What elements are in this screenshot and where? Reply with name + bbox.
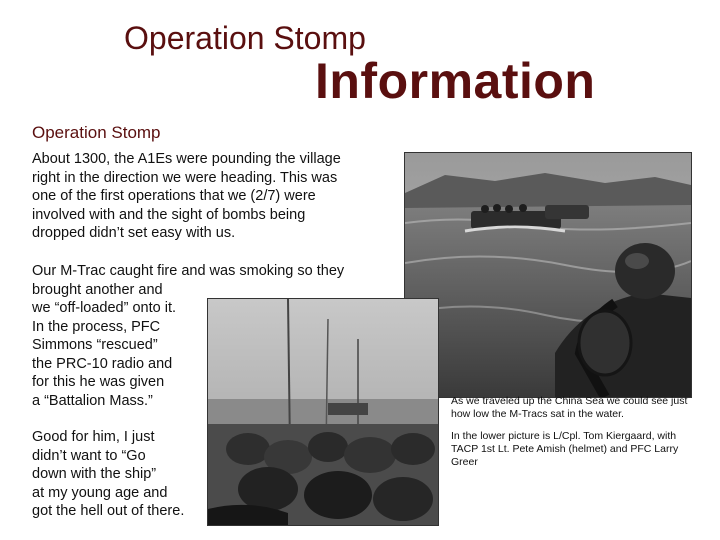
- paragraph-3: [32, 428, 232, 521]
- paragraph-1-line: right in the direction we were heading. This was: [32, 169, 338, 186]
- paragraph-1-line: one of the first operations that we (2/7) were: [32, 188, 316, 204]
- section-heading: Operation Stomp: [32, 123, 161, 142]
- caption-bottom-photo: In the lower picture is L/Cpl. Tom Kiergaard, with TACP 1st Lt. Pete Amish (helmet) and PFC Larry Greer: [451, 430, 679, 468]
- paragraph-2-line: In the process, PFC: [32, 318, 161, 335]
- title-line1: Operation Stomp: [124, 20, 366, 56]
- paragraph-1-line: About 1300, the A1Es were pounding the village: [32, 151, 341, 167]
- paragraph-3-line: didn’t want to “Go: [32, 447, 146, 464]
- paragraph-2-line: brought another and: [32, 281, 163, 298]
- title-line2: Information: [315, 53, 596, 109]
- paragraph-2-line: Our M-Trac caught fire and was smoking so they: [32, 263, 345, 279]
- paragraph-1: [32, 150, 392, 243]
- paragraph-2-line: a “Battalion Mass.”: [32, 392, 153, 409]
- paragraph-3-line: got the hell out of there.: [32, 503, 185, 519]
- paragraph-1-line: dropped didn’t set easy with us.: [32, 225, 236, 241]
- photo-soldiers-mtrac: [207, 298, 439, 526]
- paragraph-1-line: involved with and the sight of bombs being: [32, 206, 306, 223]
- paragraph-2-line: the PRC-10 radio and: [32, 355, 173, 372]
- paragraph-2-line: for this he was given: [32, 374, 165, 390]
- paragraph-3-line: at my young age and: [32, 484, 168, 501]
- caption-top-photo: As we traveled up the China Sea we could see just how low the M-Tracs sat in the water.: [451, 395, 688, 420]
- paragraph-2-line: we “off-loaded” onto it.: [32, 300, 177, 316]
- paragraph-3-line: Good for him, I just: [32, 429, 155, 445]
- paragraph-2-line: Simmons “rescued”: [32, 337, 158, 353]
- photo-amtrac-water: [404, 152, 692, 398]
- paragraph-3-line: down with the ship”: [32, 466, 157, 482]
